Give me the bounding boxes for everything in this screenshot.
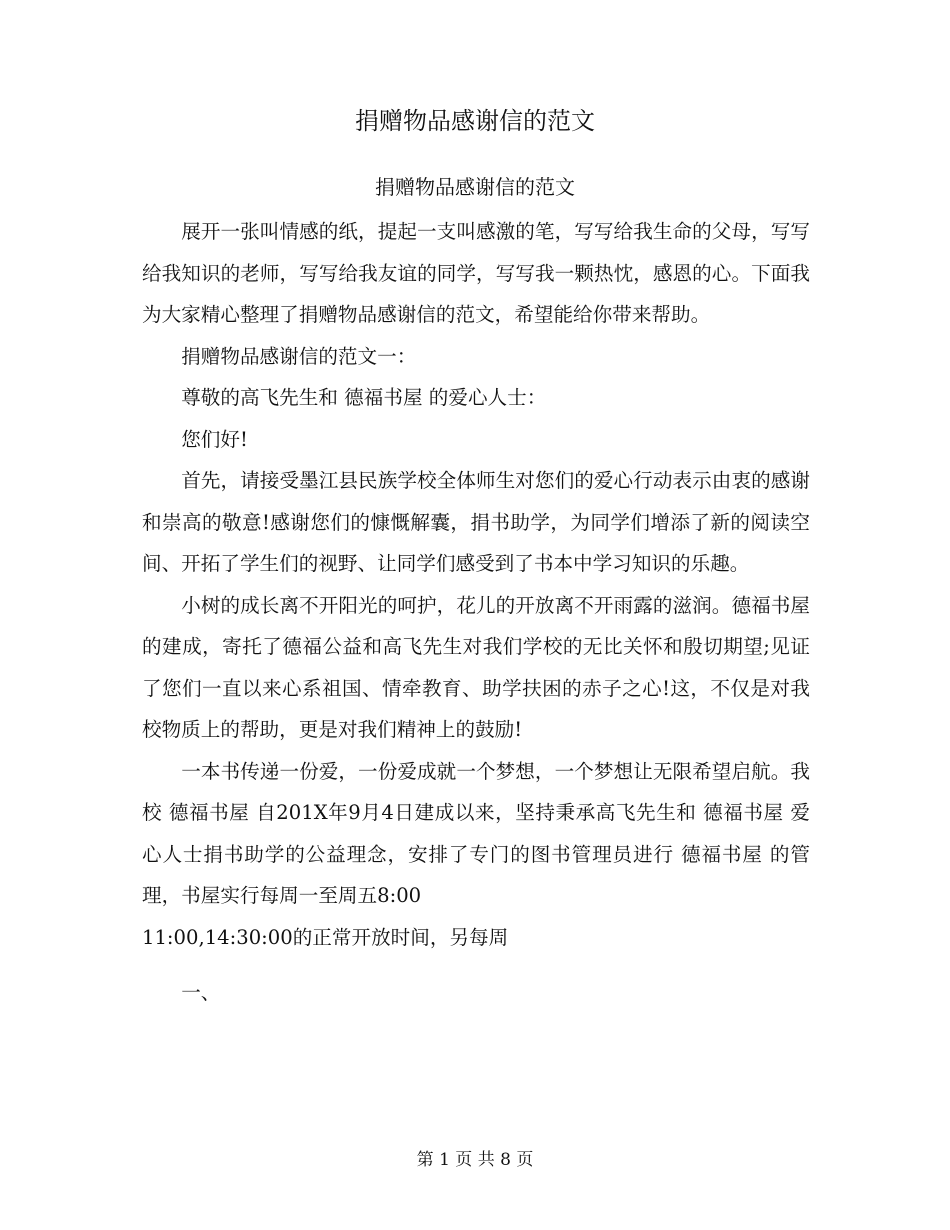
- letter-salutation: 尊敬的高飞先生和 德福书屋 的爱心人士：: [181, 386, 547, 409]
- section-heading: 捐赠物品感谢信的范文一：: [181, 344, 417, 368]
- intro-paragraph: 展开一张叫情感的纸，提起一支叫感激的笔，写写给我生命的父母，写写给我知识的老师，写写给我友谊的同学，写写我一颗热忱，感恩的心。下面我为大家精心整理了捐赠物品感谢信的范文，希望能给你带来帮助。: [142, 220, 810, 326]
- list-item-marker: 一、: [181, 981, 221, 1004]
- document-title: 捐赠物品感谢信的范文: [355, 107, 595, 135]
- body-paragraph: 首先，请接受墨江县民族学校全体师生对您们的爱心行动表示由衷的感谢和崇高的敬意!感谢您们的慷慨解囊，捐书助学，为同学们增添了新的阅读空间、开拓了学生们的视野、让同学们感受到了书本中学习知识的乐趣。: [142, 469, 810, 575]
- document-subtitle: 捐赠物品感谢信的范文: [375, 175, 575, 199]
- body-paragraph: 一本书传递一份爱，一份爱成就一个梦想，一个梦想让无限希望启航。我校 德福书屋 自201X年9月4日建成以来，坚持秉承高飞先生和 德福书屋 爱心人士捐书助学的公益理念，安排了专门的图书管理员进行 德福书屋 的管理，书屋实行每周一至周五8:00: [142, 759, 810, 907]
- body-paragraph: 小树的成长离不开阳光的呵护，花儿的开放离不开雨露的滋润。德福书屋 的建成，寄托了德福公益和高飞先生对我们学校的无比关怀和殷切期望;见证了您们一直以来心系祖国、情牵教育、助学扶困的赤子之心!这，不仅是对我校物质上的帮助，更是对我们精神上的鼓励!: [142, 593, 810, 741]
- page-footer: 第 1 页 共 8 页: [416, 1150, 534, 1170]
- document-body: [142, 211, 810, 1014]
- letter-greeting: 您们好!: [181, 427, 248, 451]
- body-paragraph-continued: 11:00,14:30:00的正常开放时间，另每周: [142, 925, 509, 949]
